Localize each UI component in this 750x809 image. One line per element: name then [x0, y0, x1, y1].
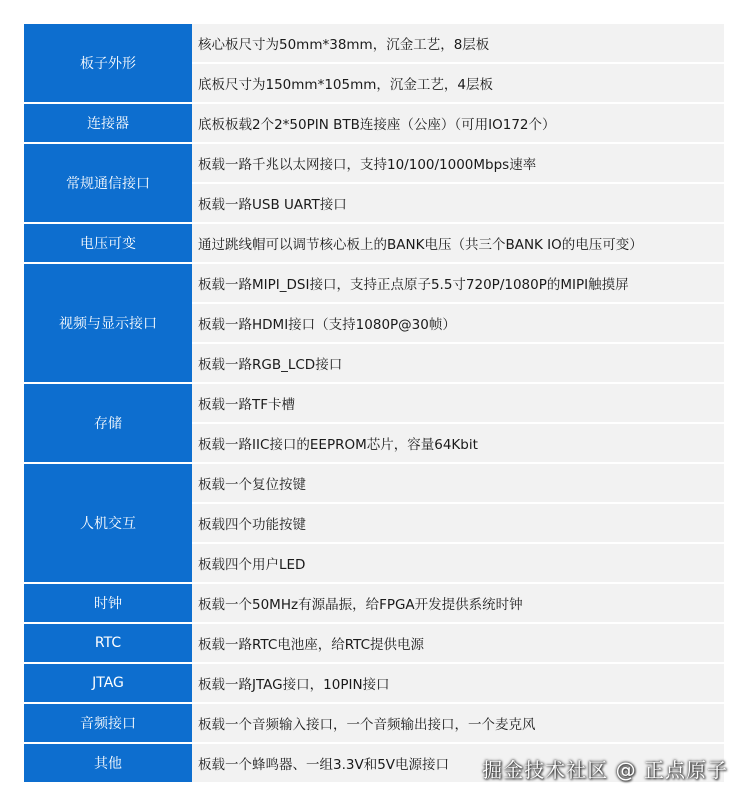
category-cell: 电压可变	[24, 223, 192, 263]
table-row	[24, 703, 724, 743]
category-cell: 人机交互	[24, 463, 192, 583]
category-cell: 时钟	[24, 583, 192, 623]
spec-table	[24, 24, 724, 782]
table-row	[24, 663, 724, 703]
spec-value-cell: 底板尺寸为150mm*105mm，沉金工艺，4层板	[192, 63, 724, 103]
spec-value-cell: 板载四个用户LED	[192, 543, 724, 583]
spec-value-cell: 板载一路HDMI接口（支持1080P@30帧）	[192, 303, 724, 343]
spec-value-cell: 板载一个蜂鸣器、一组3.3V和5V电源接口	[192, 743, 724, 782]
category-cell: 存储	[24, 383, 192, 463]
category-cell: 其他	[24, 743, 192, 782]
category-cell: 板子外形	[24, 24, 192, 103]
spec-value-cell: 板载一路TF卡槽	[192, 383, 724, 423]
table-row	[24, 583, 724, 623]
table-row	[24, 24, 724, 63]
category-cell: RTC	[24, 623, 192, 663]
table-row	[24, 463, 724, 503]
table-row	[24, 143, 724, 183]
spec-value-cell: 核心板尺寸为50mm*38mm，沉金工艺，8层板	[192, 24, 724, 63]
spec-value-cell: 底板板载2个2*50PIN BTB连接座（公座）（可用IO172个）	[192, 103, 724, 143]
table-row	[24, 223, 724, 263]
spec-value-cell: 板载四个功能按键	[192, 503, 724, 543]
spec-value-cell: 板载一路JTAG接口，10PIN接口	[192, 663, 724, 703]
watermark: 掘金技术社区 @ 正点原子	[482, 758, 728, 782]
table-row	[24, 263, 724, 303]
spec-value-cell: 板载一路RGB_LCD接口	[192, 343, 724, 383]
spec-value-cell: 板载一个50MHz有源晶振，给FPGA开发提供系统时钟	[192, 583, 724, 623]
table-row	[24, 103, 724, 143]
category-cell: 常规通信接口	[24, 143, 192, 223]
spec-value-cell: 板载一路USB UART接口	[192, 183, 724, 223]
category-cell: 连接器	[24, 103, 192, 143]
spec-value-cell: 板载一个音频输入接口，一个音频输出接口，一个麦克风	[192, 703, 724, 743]
spec-value-cell: 通过跳线帽可以调节核心板上的BANK电压（共三个BANK IO的电压可变）	[192, 223, 724, 263]
spec-value-cell: 板载一路RTC电池座，给RTC提供电源	[192, 623, 724, 663]
category-cell: 视频与显示接口	[24, 263, 192, 383]
spec-value-cell: 板载一路IIC接口的EEPROM芯片，容量64Kbit	[192, 423, 724, 463]
spec-value-cell: 板载一路MIPI_DSI接口，支持正点原子5.5寸720P/1080P的MIPI触摸屏	[192, 263, 724, 303]
category-cell: JTAG	[24, 663, 192, 703]
table-row	[24, 623, 724, 663]
category-cell: 音频接口	[24, 703, 192, 743]
spec-value-cell: 板载一路千兆以太网接口，支持10/100/1000Mbps速率	[192, 143, 724, 183]
table-row	[24, 383, 724, 423]
spec-value-cell: 板载一个复位按键	[192, 463, 724, 503]
spec-table-body	[24, 24, 724, 782]
